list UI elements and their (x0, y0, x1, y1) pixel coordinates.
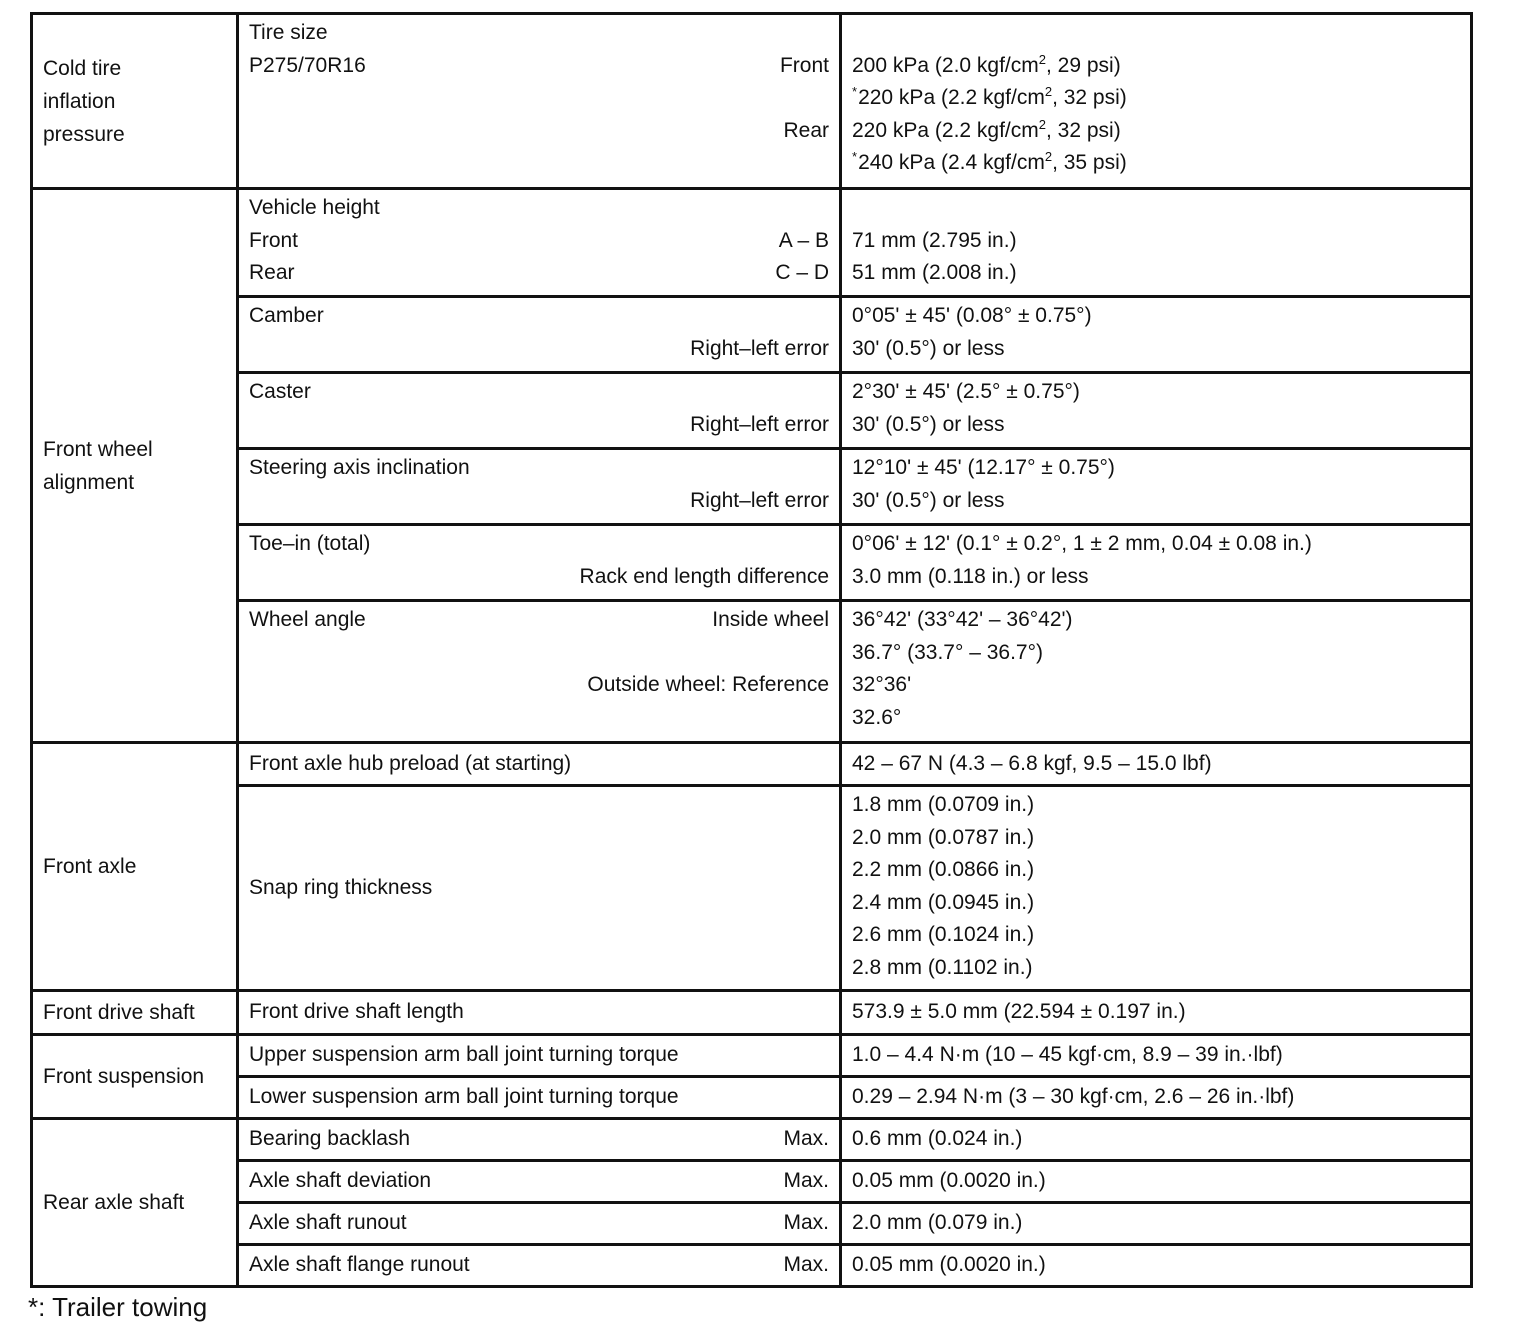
value-flange-runout: 0.05 mm (0.0020 in.) (841, 1245, 1472, 1287)
rear-label: Rear (249, 261, 295, 284)
rack-end-label: Rack end length difference (579, 564, 829, 588)
pressure-value: 200 kPa (2.0 kgf/$cm^2$, 29 psi) (852, 51, 1121, 77)
row-lower-arm (32, 1077, 1472, 1119)
row-front-drive-shaft (32, 991, 1472, 1035)
camber-label: Camber (249, 304, 324, 327)
front-label: Front (249, 228, 299, 252)
snap-ring-value: 1.8 mm (0.0709 in.) (852, 793, 1035, 816)
value-axle-runout: 2.0 mm (0.079 in.) (841, 1203, 1472, 1245)
front-height-value: 71 mm (2.795 in.) (852, 228, 1017, 252)
wheel-angle-value: 32.6° (852, 705, 902, 729)
item-snap-ring: Snap ring thickness (238, 786, 841, 991)
bearing-backlash-label: Bearing backlash (249, 1127, 411, 1151)
row-camber (32, 297, 1472, 373)
category-front-axle: Front axle (32, 743, 238, 991)
axle-runout-label: Axle shaft runout (249, 1211, 407, 1235)
item-hub-preload: Front axle hub preload (at starting) (238, 743, 841, 786)
value-caster (841, 373, 1472, 449)
category-front-drive-shaft: Front drive shaft (32, 991, 238, 1035)
tire-size-label: Tire size (249, 21, 328, 44)
toe-in-value: 0°06' ± 12' (0.1° ± 0.2°, 1 ± 2 mm, 0.04 ± 0.08 in.) (852, 532, 1312, 555)
value-camber (841, 297, 1472, 373)
category-front-suspension: Front suspension (32, 1035, 238, 1119)
row-upper-arm (32, 1035, 1472, 1077)
category-line: inflation (43, 89, 116, 113)
rear-code: C – D (775, 261, 829, 284)
max-label: Max. (783, 1211, 829, 1235)
snap-ring-value: 2.2 mm (0.0866 in.) (852, 858, 1035, 881)
steering-axis-error-value: 30' (0.5°) or less (852, 488, 1005, 512)
camber-value: 0°05' ± 45' (0.08° ± 0.75°) (852, 304, 1092, 327)
item-upper-arm: Upper suspension arm ball joint turning torque (238, 1035, 841, 1077)
row-caster (32, 373, 1472, 449)
rear-label: Rear (783, 118, 829, 142)
row-vehicle-height (32, 189, 1472, 297)
row-cold-tire (32, 14, 1472, 189)
item-camber (238, 297, 841, 373)
value-upper-arm: 1.0 – 4.4 N·m (10 – 45 kgf·cm, 8.9 – 39 in.·lbf) (841, 1035, 1472, 1077)
value-hub-preload: 42 – 67 N (4.3 – 6.8 kgf, 9.5 – 15.0 lbf) (841, 743, 1472, 786)
front-code: A – B (778, 228, 829, 252)
category-front-wheel-alignment (32, 189, 238, 743)
value-steering-axis (841, 449, 1472, 525)
snap-ring-value: 2.6 mm (0.1024 in.) (852, 923, 1035, 946)
axle-deviation-label: Axle shaft deviation (249, 1169, 432, 1193)
item-tire-size (238, 14, 841, 189)
caster-value: 2°30' ± 45' (2.5° ± 0.75°) (852, 380, 1080, 403)
wheel-angle-value: 36°42' (33°42' – 36°42') (852, 608, 1073, 631)
steering-axis-value: 12°10' ± 45' (12.17° ± 0.75°) (852, 456, 1115, 479)
row-snap-ring (32, 786, 1472, 991)
row-wheel-angle (32, 601, 1472, 743)
item-flange-runout (238, 1245, 841, 1287)
right-left-error-label: Right–left error (690, 488, 829, 512)
rear-height-value: 51 mm (2.008 in.) (852, 261, 1017, 284)
right-left-error-label: Right–left error (690, 412, 829, 436)
snap-ring-value: 2.8 mm (0.1102 in.) (852, 955, 1033, 979)
pressure-value: 220 kPa (2.2 kgf/$cm^2$, 32 psi) (852, 116, 1121, 142)
wheel-angle-value: 36.7° (33.7° – 36.7°) (852, 640, 1043, 664)
item-vehicle-height (238, 189, 841, 297)
pressure-value-towing: *220 kPa (2.2 kgf/$cm^2$, 32 psi) (852, 84, 1127, 109)
front-label: Front (779, 53, 829, 77)
value-wheel-angle (841, 601, 1472, 743)
value-axle-deviation: 0.05 mm (0.0020 in.) (841, 1161, 1472, 1203)
category-line: Front wheel (43, 437, 153, 461)
toe-in-label: Toe–in (total) (249, 532, 371, 555)
spec-table (30, 12, 1473, 1288)
item-axle-runout (238, 1203, 841, 1245)
category-cold-tire (32, 14, 238, 189)
steering-axis-label: Steering axis inclination (249, 456, 470, 479)
item-caster (238, 373, 841, 449)
value-vehicle-height (841, 189, 1472, 297)
vehicle-height-label: Vehicle height (249, 196, 380, 219)
wheel-angle-value: 32°36' (852, 673, 912, 696)
outside-wheel-label: Outside wheel: Reference (587, 673, 829, 696)
value-cold-tire (841, 14, 1472, 189)
value-bearing-backlash: 0.6 mm (0.024 in.) (841, 1119, 1472, 1161)
caster-label: Caster (249, 380, 311, 403)
flange-runout-label: Axle shaft flange runout (249, 1253, 470, 1277)
category-line: alignment (43, 470, 135, 494)
tire-size-value: P275/70R16 (249, 53, 366, 77)
category-line: pressure (43, 122, 125, 146)
value-drive-shaft-length: 573.9 ± 5.0 mm (22.594 ± 0.197 in.) (841, 991, 1472, 1035)
value-lower-arm: 0.29 – 2.94 N·m (3 – 30 kgf·cm, 2.6 – 26 in.·lbf) (841, 1077, 1472, 1119)
snap-ring-value: 2.0 mm (0.0787 in.) (852, 825, 1035, 849)
camber-error-value: 30' (0.5°) or less (852, 336, 1005, 360)
row-axle-runout (32, 1203, 1472, 1245)
item-steering-axis (238, 449, 841, 525)
row-flange-runout (32, 1245, 1472, 1287)
footnote: *: Trailer towing (28, 1292, 208, 1322)
right-left-error-label: Right–left error (690, 336, 829, 360)
item-toe-in (238, 525, 841, 601)
row-bearing-backlash (32, 1119, 1472, 1161)
value-toe-in (841, 525, 1472, 601)
snap-ring-value: 2.4 mm (0.0945 in.) (852, 890, 1035, 914)
row-hub-preload (32, 743, 1472, 786)
category-rear-axle-shaft: Rear axle shaft (32, 1119, 238, 1287)
max-label: Max. (783, 1127, 829, 1151)
inside-wheel-label: Inside wheel (712, 608, 829, 631)
value-snap-ring (841, 786, 1472, 991)
item-wheel-angle (238, 601, 841, 743)
max-label: Max. (783, 1169, 829, 1193)
item-axle-deviation (238, 1161, 841, 1203)
item-bearing-backlash (238, 1119, 841, 1161)
row-steering-axis (32, 449, 1472, 525)
item-drive-shaft-length: Front drive shaft length (238, 991, 841, 1035)
pressure-value-towing: *240 kPa (2.4 kgf/$cm^2$, 35 psi) (852, 149, 1127, 174)
row-axle-deviation (32, 1161, 1472, 1203)
max-label: Max. (783, 1253, 829, 1277)
rack-end-value: 3.0 mm (0.118 in.) or less (852, 564, 1089, 588)
wheel-angle-label: Wheel angle (249, 608, 366, 631)
category-line: Cold tire (43, 56, 122, 80)
item-lower-arm: Lower suspension arm ball joint turning torque (238, 1077, 841, 1119)
caster-error-value: 30' (0.5°) or less (852, 412, 1005, 436)
row-toe-in (32, 525, 1472, 601)
